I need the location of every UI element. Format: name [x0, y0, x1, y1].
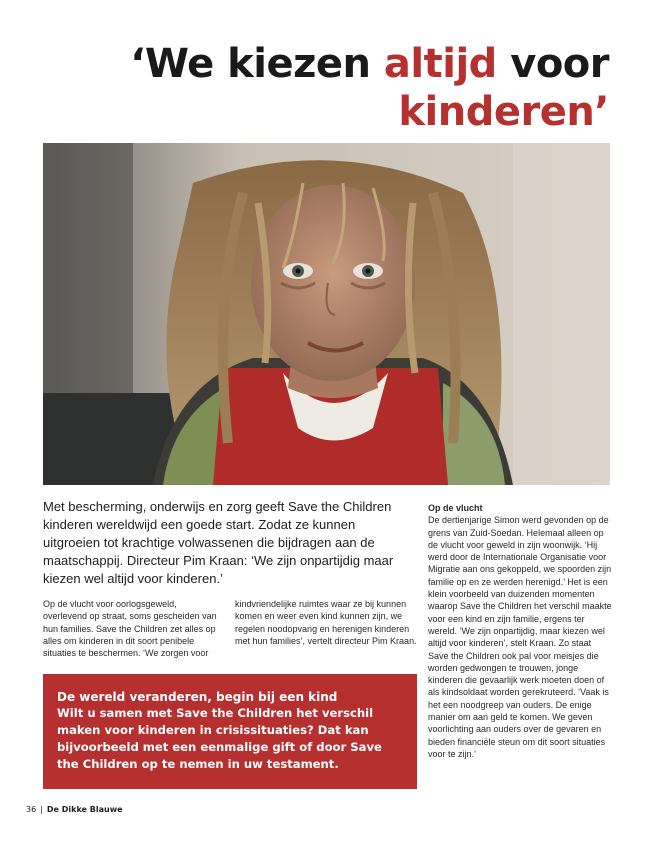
footer-separator: | [40, 805, 43, 814]
callout-text: Wilt u samen met Save the Children het verschil maken voor kinderen in crisissituaties? Dat kan bijvoorbeeld met een eenmalige gift of door Save the Children op te nemen in uw testament. [57, 706, 382, 771]
column-3-text: De dertienjarige Simon werd gevonden op de grens van Zuid-Soedan. Helemaal alleen op de vlucht voor geweld in zijn woonwijk. ‘Hij werd door de Internationale Organisatie voor Migratie aan ons gekoppeld, we spoorden zijn familie op en ze werden herenigd.’ Het is een klein voorbeeld van duizenden momenten waarop Save the Children het verschil maakte voor een kind en zijn familie, ergens ter wereld. ‘We zijn onpartijdig, maar kiezen wel altijd voor kinderen’, stelt Kraan. Zo staat Save the Children ook pal voor meisjes die worden gedwongen te trouwen, jonge kinderen die gevaarlijk werk moeten doen of als kindsoldaat worden gerekruteerd. ‘Vaak is het een noodgreep van ouders. De enige manier om aan geld te komen. We geven voorlichting aan ouders over de gevaren en bieden financiële steun om dit soort situaties voor te zijn.’ [428, 515, 612, 759]
magazine-name: De Dikke Blauwe [46, 805, 123, 814]
page-number: 36 [26, 805, 37, 814]
page-footer [26, 805, 123, 814]
lede-paragraph: Met bescherming, onderwijs en zorg geeft Save the Children kinderen wereldwijd een goede start. Zodat ze kunnen uitgroeien tot krachtige volwassenen die bijdragen aan de maatschappij. Directeur Pim Kraan: ‘We zijn onpartijdig maar kiezen wel altijd voor kinderen.’ [43, 499, 394, 586]
title-part1: ‘We kiezen [130, 41, 384, 87]
girl-portrait-image [43, 143, 610, 485]
title-line2: kinderen’ [398, 89, 609, 135]
title-accent: altijd [383, 41, 497, 87]
column-3-heading: Op de vlucht [428, 503, 483, 513]
body-column-1: Op de vlucht voor oorlogsgeweld, overlevend op straat, soms gescheiden van hun families. Save the Children zet alles op alles om kinderen in dit soort penibele situaties te beschermen. ‘We zorgen voor [43, 599, 217, 659]
callout-heading: De wereld veranderen, begin bij een kind [57, 690, 338, 704]
title-part2: voor [496, 41, 609, 87]
page-title [130, 40, 609, 136]
body-column-2: kindvriendelijke ruimtes waar ze bij kunnen komen en weer even kind kunnen zijn, we regelen noodopvang en herenigen kinderen met hun families’, vertelt directeur Pim Kraan. [235, 599, 417, 646]
testament-callout-box [43, 674, 417, 789]
body-column-3 [428, 502, 613, 760]
hero-photo [43, 143, 610, 485]
